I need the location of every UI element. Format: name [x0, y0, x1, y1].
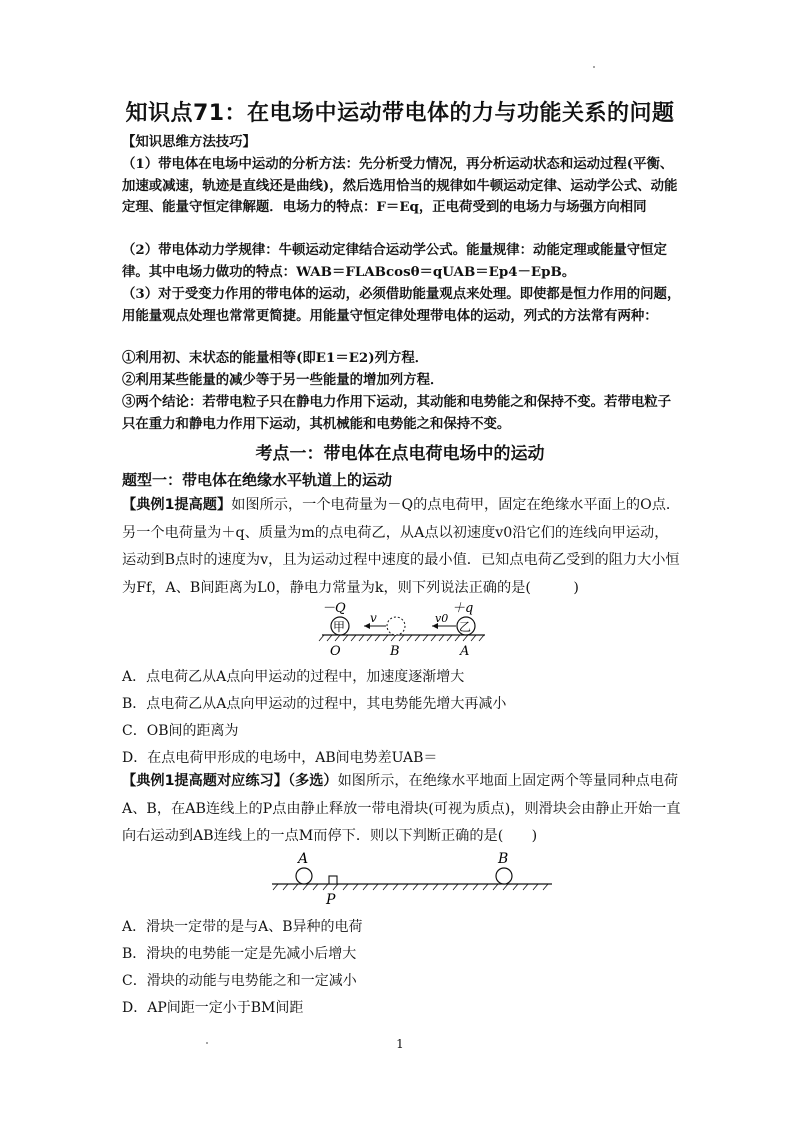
example-1-option-c: C．OB间的距离为 [122, 723, 239, 739]
fig2-charge-a [296, 868, 312, 884]
example-1-text [122, 492, 682, 602]
method-para-3: （3）对于受变力作用的带电体的运动，必须借助能量观点来处理。即使都是恒力作用的问题，用能量观点处理也常常更简捷。用能量守恒定律处理带电体的运动，列式的方法常有两种： [122, 286, 681, 324]
section-heading: 考点一：带电体在点电荷电场中的运动 [255, 444, 545, 464]
fig1-ball-right-label: 乙 [459, 620, 472, 634]
fig2-charge-b [496, 868, 512, 884]
method-para-1: （1）带电体在电场中运动的分析方法：先分析受力情况，再分析运动状态和运动过程(平衡、加速或减速，轨迹是直线还是曲线)，然后选用恰当的规律如牛顿运动定律、运动学公式、动能定理、能量守恒定律解题．电场力的特点：F＝Eq，正电荷受到的电场力与场强方向相同 [122, 156, 678, 215]
example-1-tag: 【典例1提高题】 [122, 497, 232, 513]
fig1-ball-left-label: 甲 [333, 620, 346, 634]
fig2-slider-block [329, 876, 337, 884]
method-heading: 【知识思维方法技巧】 [122, 134, 256, 150]
fig1-charge-right: ＋q [452, 601, 474, 616]
fig1-point-b: B [390, 644, 400, 659]
example-1-figure [300, 597, 500, 659]
subsection-heading: 题型一：带电体在绝缘水平轨道上的运动 [122, 471, 393, 489]
example-1-option-a: A．点电荷乙从A点向甲运动的过程中，加速度逐渐增大 [122, 669, 465, 685]
example-2-option-d: D．AP间距一定小于BM间距 [122, 1000, 304, 1016]
page-number: 1 [396, 1037, 404, 1051]
example-2-option-a: A．滑块一定带的是与A、B异种的电荷 [122, 919, 363, 935]
example-1-stem: 如图所示，一个电荷量为－Q的点电荷甲，固定在绝缘水平面上的O点．另一个电荷量为＋q、质量为m的点电荷乙，从A点以初速度v0沿它们的连线向甲运动，运动到B点时的速度为v，且为运动过程中速度的最小值．已知点电荷乙受到的阻力大小恒为Ff，A、B间距离为L0，静电力常量为k，则下列说法正确的是( ) [122, 497, 681, 596]
fig1-ghost-ball [387, 617, 405, 635]
method-item-3: ③两个结论：若带电粒子只在静电力作用下运动，其动能和电势能之和保持不变。若带电粒子只在重力和静电力作用下运动，其机械能和电势能之和保持不变。 [122, 394, 672, 432]
fig1-vel-right: v0 [435, 612, 449, 625]
example-2-figure [268, 848, 558, 906]
page-title: 知识点71：在电场中运动带电体的力与功能关系的问题 [125, 101, 675, 126]
fig2-label-b: B [498, 851, 509, 867]
fig1-vel-left: v [370, 611, 377, 625]
fig1-charge-left: －Q [322, 601, 346, 616]
fig2-label-p: P [326, 892, 336, 906]
method-item-2: ②利用某些能量的减少等于另一些能量的增加列方程． [122, 372, 444, 388]
example-2-stem: 如图所示，在绝缘水平地面上固定两个等量同种点电荷A、B，在AB连线上的P点由静止释放一带电滑块(可视为质点)，则滑块会由静止开始一直向右运动到AB连线上的一点M而停下．则以下判断正确的是( ) [122, 773, 681, 844]
method-para-2: （2）带电体动力学规律：牛顿运动定律结合运动学公式。能量规律：动能定理或能量守恒定律。其中电场力做功的特点：WAB＝FLABcosθ＝qUAB＝Ep4－EpB。 [122, 242, 667, 280]
example-2-text [122, 768, 682, 851]
example-2-option-c: C．滑块的动能与电势能之和一定减小 [122, 973, 357, 989]
example-2-tag: 【典例1提高题对应练习】（多选） [122, 773, 338, 789]
fig1-point-a: A [460, 644, 470, 659]
example-1-option-b: B．点电荷乙从A点向甲运动的过程中，其电势能先增大再减小 [122, 696, 507, 712]
scan-speck [593, 66, 595, 68]
fig2-label-a: A [298, 851, 309, 867]
example-1-option-d: D．在点电荷甲形成的电场中，AB间电势差UAB＝ [122, 750, 438, 766]
example-2-option-b: B．滑块的电势能一定是先减小后增大 [122, 946, 357, 962]
scan-speck [206, 1042, 208, 1044]
method-item-1: ①利用初、末状态的能量相等(即E1＝E2)列方程． [122, 350, 429, 366]
fig1-point-o: O [330, 644, 341, 659]
